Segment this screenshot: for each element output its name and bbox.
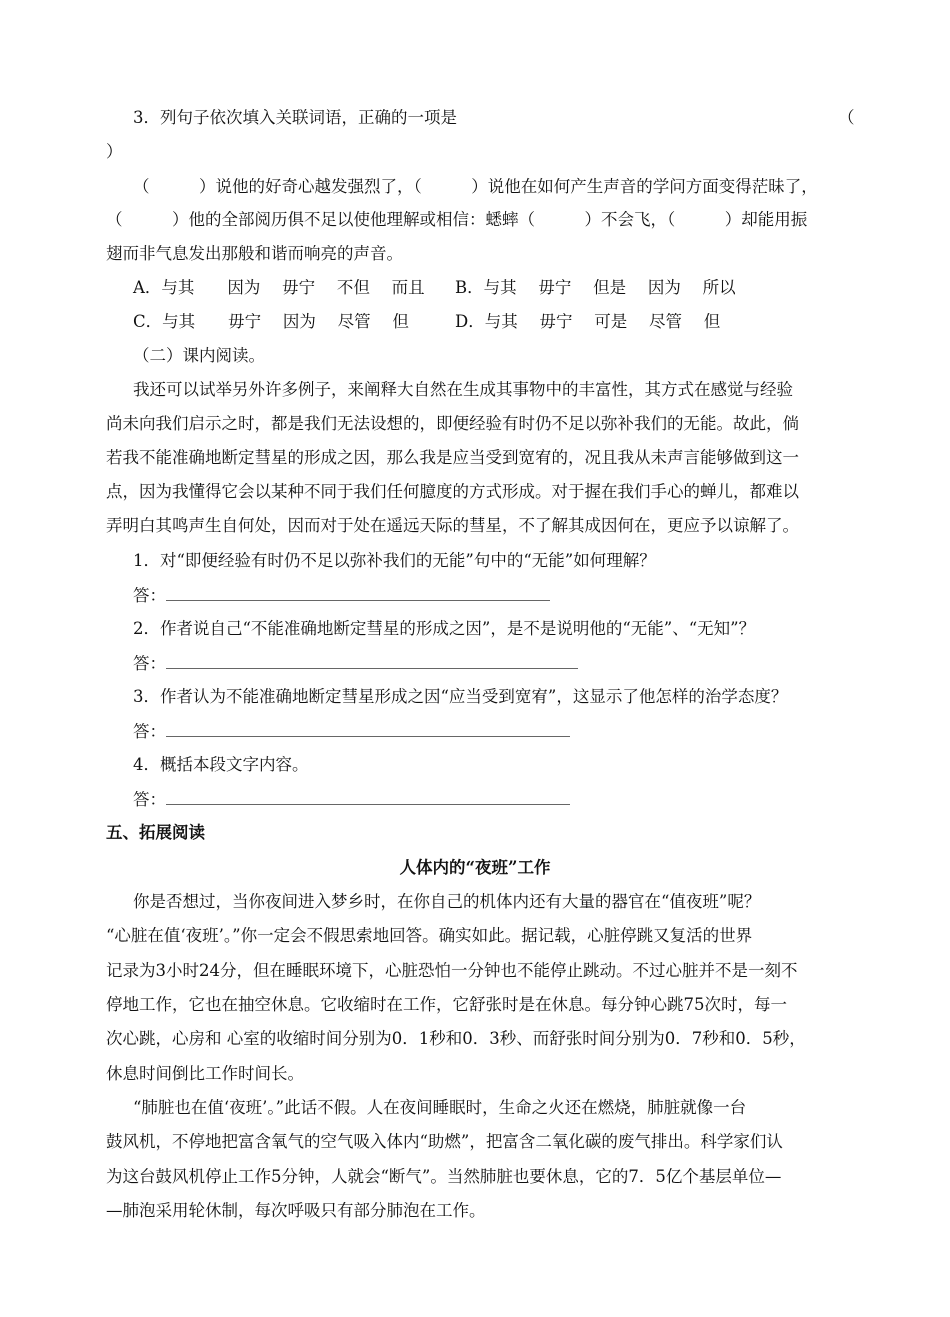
- article-paragraph-1: 你是否想过，当你夜间进入梦乡时，在你自己的机体内还有大量的器官在“值夜班”呢？: [133, 892, 761, 911]
- article-p3-line-3: 为这台鼓风机停止工作5分钟，人就会“断气”。当然肺脏也要休息，它的7．5亿个基层单位—: [106, 1167, 782, 1186]
- section5-heading: 五、拓展阅读: [106, 823, 205, 842]
- question-4: 4．概括本段文字内容。: [133, 755, 309, 774]
- article-title: 人体内的“夜班”工作: [399, 858, 551, 877]
- q3-sentence-line-2: （ ）他的全部阅历俱不足以使他理解或相信：蟋蟀（ ）不会飞，（ ）却能用振: [106, 210, 808, 229]
- article-p2-line-4: 次心跳，心房和 心室的收缩时间分别为0．1秒和0．3秒、而舒张时间分别为0．7秒和0．5秒，: [106, 1029, 806, 1048]
- article-p3-line-2: 鼓风机，不停地把富含氧气的空气吸入体内“助燃”，把富含二氧化碳的废气排出。科学家们认: [106, 1132, 783, 1151]
- answer-blank-2[interactable]: [166, 652, 578, 669]
- q3-sentence-line-1: （ ）说他的好奇心越发强烈了，（ ）说他在如何产生声音的学问方面变得茫昧了，: [133, 177, 818, 196]
- article-p2-line-3: 停地工作，它也在抽空休息。它收缩时在工作，它舒张时是在休息。每分钟心跳75次时，每一: [106, 995, 787, 1014]
- answer-line-2: [133, 652, 578, 675]
- q3-option-b: B．与其 毋宁 但是 因为 所以: [455, 278, 736, 297]
- section2-heading: （二）课内阅读。: [133, 346, 265, 365]
- answer-line-1: [133, 584, 550, 607]
- passage-line-2: 尚未向我们启示之时，都是我们无法设想的，即便经验有时仍不足以弥补我们的无能。故此，倘: [106, 414, 799, 433]
- answer-blank-3[interactable]: [166, 720, 570, 737]
- q3-option-c: C．与其 毋宁 因为 尽管 但: [133, 312, 409, 331]
- question-2: 2．作者说自己“不能准确地断定彗星的形成之因”，是不是说明他的“无能”、“无知”？: [133, 619, 756, 638]
- answer-label: 答：: [133, 586, 166, 605]
- article-p2-line-1: “心脏在值‘夜班’。”你一定会不假思索地回答。确实如此。据记载，心脏停跳又复活的世界: [106, 926, 753, 945]
- answer-blank-4[interactable]: [166, 788, 570, 805]
- answer-label: 答：: [133, 790, 166, 809]
- q3-paren-close: ）: [106, 142, 123, 161]
- answer-label: 答：: [133, 722, 166, 741]
- answer-blank-1[interactable]: [166, 584, 550, 601]
- passage-line-3: 若我不能准确地断定彗星的形成之因，那么我是应当受到宽宥的，况且我从未声言能够做到这一: [106, 448, 799, 467]
- question-1: 1．对“即便经验有时仍不足以弥补我们的无能”句中的“无能”如何理解？: [133, 551, 656, 570]
- article-p3-line-1: “肺脏也在值‘夜班’。”此话不假。人在夜间睡眠时，生命之火还在燃烧，肺脏就像一台: [133, 1098, 747, 1117]
- q3-paren-open: （: [838, 108, 855, 127]
- q3-sentence-line-3: 翅而非气息发出那般和谐而响亮的声音。: [106, 244, 403, 263]
- answer-line-4: [133, 788, 570, 811]
- article-p2-line-2: 记录为3小时24分，但在睡眠环境下，心脏恐怕一分钟也不能停止跳动。不过心脏并不是一刻不: [106, 961, 798, 980]
- passage-line-4: 点，因为我懂得它会以某种不同于我们任何臆度的方式形成。对于握在我们手心的蝉儿，都难以: [106, 482, 799, 501]
- answer-line-3: [133, 720, 570, 743]
- article-p3-line-4: —肺泡采用轮休制，每次呼吸只有部分肺泡在工作。: [106, 1201, 486, 1220]
- article-p2-line-5: 休息时间倒比工作时间长。: [106, 1064, 304, 1083]
- q3-option-d: D．与其 毋宁 可是 尽管 但: [455, 312, 721, 331]
- q3-option-a: A．与其 因为 毋宁 不但 而且: [133, 278, 425, 297]
- answer-label: 答：: [133, 654, 166, 673]
- q3-stem: 3．列句子依次填入关联词语，正确的一项是: [133, 108, 457, 127]
- question-3: 3．作者认为不能准确地断定彗星形成之因“应当受到宽宥”，这显示了他怎样的治学态度？: [133, 687, 788, 706]
- passage-line-5: 弄明白其鸣声生自何处，因而对于处在遥远天际的彗星，不了解其成因何在，更应予以谅解了。: [106, 516, 799, 535]
- passage-line-1: 我还可以试举另外许多例子，来阐释大自然在生成其事物中的丰富性，其方式在感觉与经验: [133, 380, 793, 399]
